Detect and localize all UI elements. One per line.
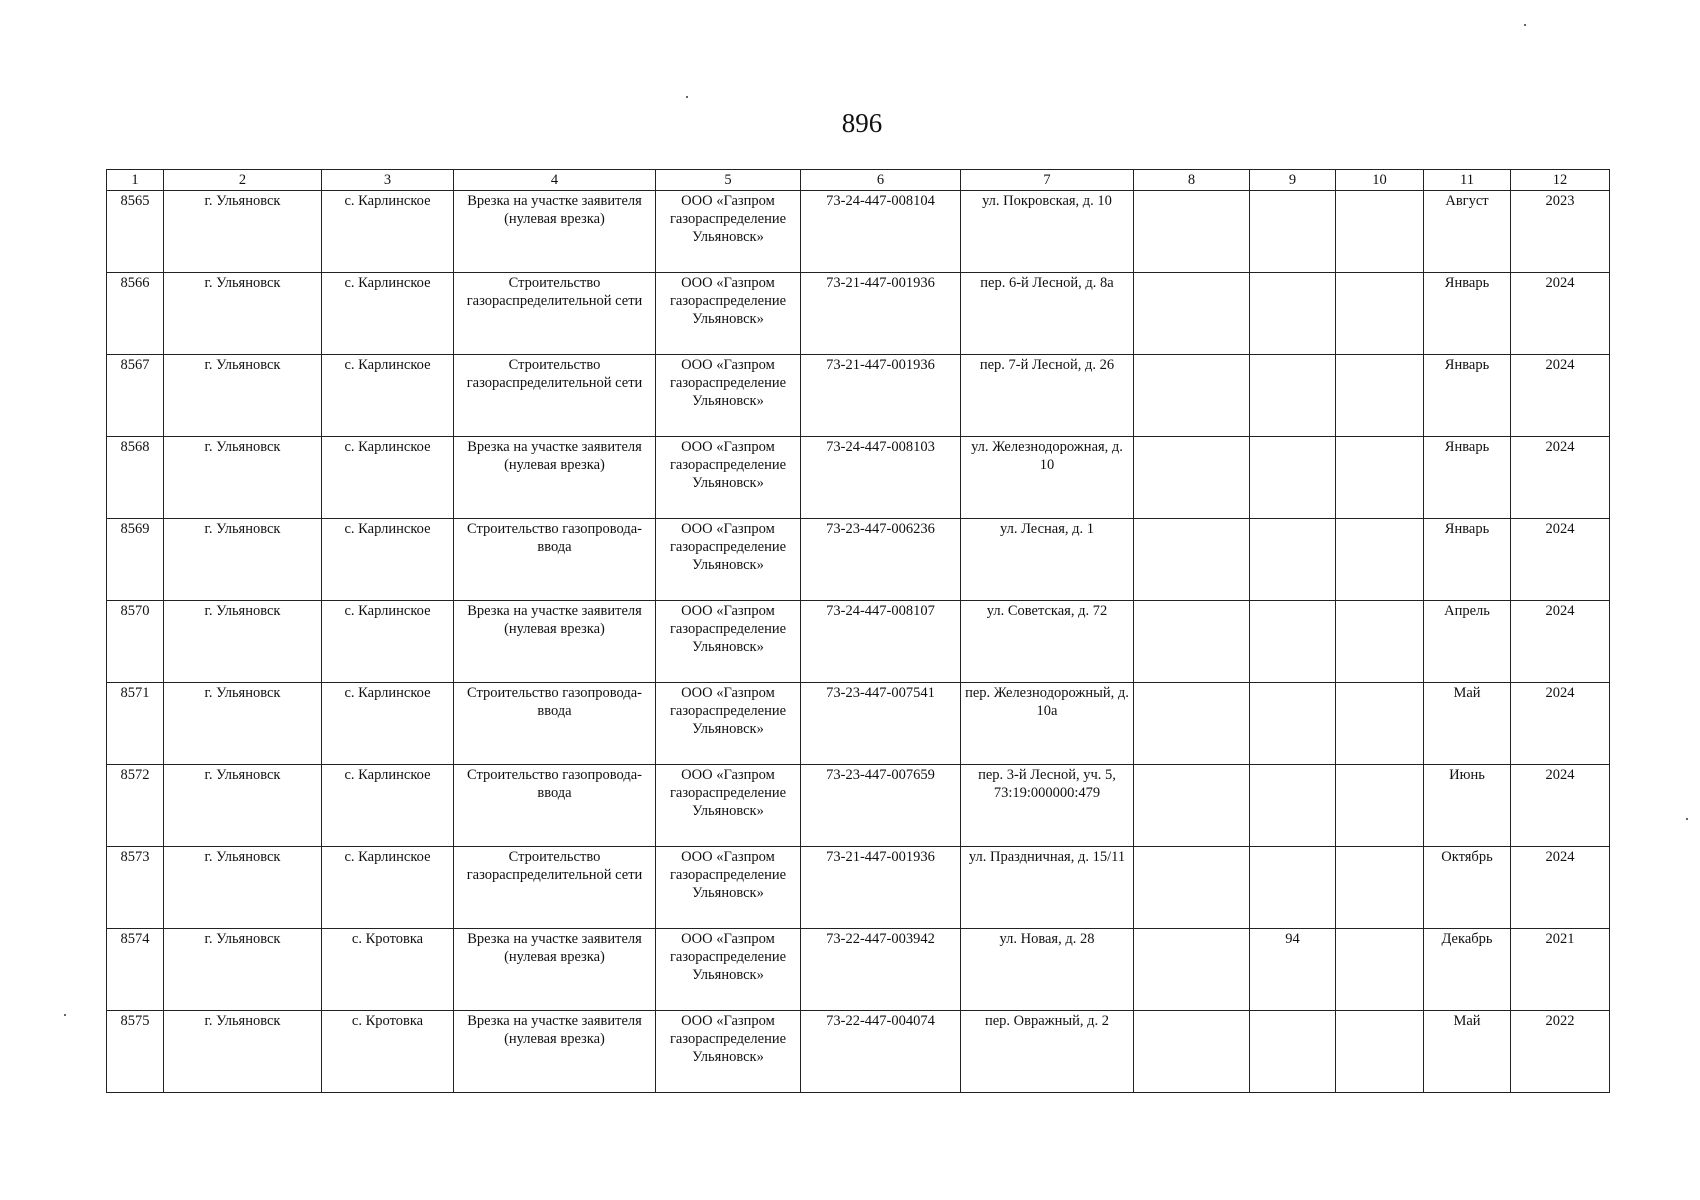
year-cell: 2024 (1511, 519, 1610, 601)
organization-cell: ООО «Газпром газораспределение Ульяновск» (656, 601, 801, 683)
year-cell: 2024 (1511, 273, 1610, 355)
year-cell: 2024 (1511, 683, 1610, 765)
work-type-cell: Врезка на участке заявителя (нулевая врезка) (454, 601, 656, 683)
settlement-cell: с. Карлинское (322, 519, 454, 601)
month-cell: Август (1424, 191, 1511, 273)
column-8-cell (1134, 683, 1250, 765)
column-8-cell (1134, 273, 1250, 355)
record-number: 8567 (107, 355, 164, 437)
work-type-cell: Врезка на участке заявителя (нулевая врезка) (454, 437, 656, 519)
column-9-cell (1250, 273, 1336, 355)
column-8-cell (1134, 929, 1250, 1011)
column-8-cell (1134, 519, 1250, 601)
column-number-row (107, 170, 1610, 191)
year-cell: 2024 (1511, 355, 1610, 437)
column-8-cell (1134, 765, 1250, 847)
city-cell: г. Ульяновск (164, 273, 322, 355)
table-body (107, 191, 1610, 1093)
column-number: 12 (1511, 170, 1610, 191)
column-number: 3 (322, 170, 454, 191)
object-code-cell: 73-22-447-003942 (801, 929, 961, 1011)
column-8-cell (1134, 355, 1250, 437)
year-cell: 2023 (1511, 191, 1610, 273)
city-cell: г. Ульяновск (164, 683, 322, 765)
city-cell: г. Ульяновск (164, 437, 322, 519)
column-9-cell (1250, 355, 1336, 437)
record-number: 8573 (107, 847, 164, 929)
column-9-cell (1250, 1011, 1336, 1093)
month-cell: Январь (1424, 519, 1511, 601)
table-row (107, 683, 1610, 765)
settlement-cell: с. Карлинское (322, 273, 454, 355)
organization-cell: ООО «Газпром газораспределение Ульяновск» (656, 847, 801, 929)
month-cell: Октябрь (1424, 847, 1511, 929)
address-cell: ул. Покровская, д. 10 (961, 191, 1134, 273)
column-8-cell (1134, 437, 1250, 519)
record-number: 8568 (107, 437, 164, 519)
column-8-cell (1134, 191, 1250, 273)
month-cell: Апрель (1424, 601, 1511, 683)
work-type-cell: Строительство газораспределительной сети (454, 273, 656, 355)
table-row (107, 765, 1610, 847)
object-code-cell: 73-22-447-004074 (801, 1011, 961, 1093)
record-number: 8565 (107, 191, 164, 273)
organization-cell: ООО «Газпром газораспределение Ульяновск» (656, 1011, 801, 1093)
month-cell: Январь (1424, 273, 1511, 355)
object-code-cell: 73-21-447-001936 (801, 355, 961, 437)
address-cell: ул. Новая, д. 28 (961, 929, 1134, 1011)
table-row (107, 437, 1610, 519)
address-cell: пер. Овражный, д. 2 (961, 1011, 1134, 1093)
address-cell: ул. Лесная, д. 1 (961, 519, 1134, 601)
address-cell: ул. Праздничная, д. 15/11 (961, 847, 1134, 929)
column-10-cell (1336, 519, 1424, 601)
column-number: 1 (107, 170, 164, 191)
settlement-cell: с. Карлинское (322, 683, 454, 765)
object-code-cell: 73-24-447-008104 (801, 191, 961, 273)
month-cell: Май (1424, 1011, 1511, 1093)
organization-cell: ООО «Газпром газораспределение Ульяновск» (656, 683, 801, 765)
column-8-cell (1134, 601, 1250, 683)
table-row (107, 273, 1610, 355)
record-number: 8575 (107, 1011, 164, 1093)
record-number: 8574 (107, 929, 164, 1011)
table-row (107, 355, 1610, 437)
object-code-cell: 73-24-447-008103 (801, 437, 961, 519)
record-number: 8570 (107, 601, 164, 683)
column-10-cell (1336, 1011, 1424, 1093)
column-9-cell (1250, 683, 1336, 765)
table-row (107, 847, 1610, 929)
scan-speck (686, 96, 688, 98)
settlement-cell: с. Карлинское (322, 601, 454, 683)
column-10-cell (1336, 601, 1424, 683)
column-10-cell (1336, 355, 1424, 437)
work-type-cell: Строительство газораспределительной сети (454, 355, 656, 437)
column-8-cell (1134, 1011, 1250, 1093)
column-9-cell (1250, 847, 1336, 929)
column-9-cell: 94 (1250, 929, 1336, 1011)
object-code-cell: 73-21-447-001936 (801, 847, 961, 929)
object-code-cell: 73-23-447-007659 (801, 765, 961, 847)
column-10-cell (1336, 929, 1424, 1011)
address-cell: пер. 3-й Лесной, уч. 5, 73:19:000000:479 (961, 765, 1134, 847)
organization-cell: ООО «Газпром газораспределение Ульяновск» (656, 929, 801, 1011)
organization-cell: ООО «Газпром газораспределение Ульяновск» (656, 519, 801, 601)
scan-speck (64, 1014, 66, 1016)
work-type-cell: Строительство газопровода-ввода (454, 765, 656, 847)
column-number: 6 (801, 170, 961, 191)
address-cell: ул. Советская, д. 72 (961, 601, 1134, 683)
month-cell: Январь (1424, 437, 1511, 519)
settlement-cell: с. Карлинское (322, 355, 454, 437)
column-9-cell (1250, 437, 1336, 519)
organization-cell: ООО «Газпром газораспределение Ульяновск» (656, 273, 801, 355)
work-type-cell: Строительство газопровода-ввода (454, 519, 656, 601)
column-number: 9 (1250, 170, 1336, 191)
work-type-cell: Врезка на участке заявителя (нулевая врезка) (454, 191, 656, 273)
settlement-cell: с. Карлинское (322, 847, 454, 929)
column-number: 8 (1134, 170, 1250, 191)
column-number: 7 (961, 170, 1134, 191)
table-row (107, 1011, 1610, 1093)
register-table (106, 169, 1610, 1093)
work-type-cell: Врезка на участке заявителя (нулевая врезка) (454, 1011, 656, 1093)
year-cell: 2024 (1511, 437, 1610, 519)
object-code-cell: 73-23-447-006236 (801, 519, 961, 601)
column-9-cell (1250, 601, 1336, 683)
work-type-cell: Врезка на участке заявителя (нулевая врезка) (454, 929, 656, 1011)
month-cell: Июнь (1424, 765, 1511, 847)
settlement-cell: с. Карлинское (322, 437, 454, 519)
table-row (107, 601, 1610, 683)
organization-cell: ООО «Газпром газораспределение Ульяновск» (656, 437, 801, 519)
column-10-cell (1336, 683, 1424, 765)
column-9-cell (1250, 765, 1336, 847)
record-number: 8569 (107, 519, 164, 601)
column-8-cell (1134, 847, 1250, 929)
column-number: 4 (454, 170, 656, 191)
table-row (107, 519, 1610, 601)
organization-cell: ООО «Газпром газораспределение Ульяновск» (656, 765, 801, 847)
city-cell: г. Ульяновск (164, 847, 322, 929)
settlement-cell: с. Кротовка (322, 1011, 454, 1093)
city-cell: г. Ульяновск (164, 519, 322, 601)
object-code-cell: 73-21-447-001936 (801, 273, 961, 355)
column-number: 11 (1424, 170, 1511, 191)
address-cell: пер. Железнодорожный, д. 10а (961, 683, 1134, 765)
city-cell: г. Ульяновск (164, 765, 322, 847)
address-cell: ул. Железнодорожная, д. 10 (961, 437, 1134, 519)
work-type-cell: Строительство газораспределительной сети (454, 847, 656, 929)
column-10-cell (1336, 273, 1424, 355)
page-number: 896 (841, 108, 883, 138)
city-cell: г. Ульяновск (164, 1011, 322, 1093)
scan-speck (1686, 818, 1688, 820)
city-cell: г. Ульяновск (164, 355, 322, 437)
object-code-cell: 73-24-447-008107 (801, 601, 961, 683)
column-10-cell (1336, 437, 1424, 519)
year-cell: 2024 (1511, 847, 1610, 929)
city-cell: г. Ульяновск (164, 929, 322, 1011)
month-cell: Декабрь (1424, 929, 1511, 1011)
record-number: 8572 (107, 765, 164, 847)
year-cell: 2022 (1511, 1011, 1610, 1093)
record-number: 8566 (107, 273, 164, 355)
column-9-cell (1250, 519, 1336, 601)
column-10-cell (1336, 191, 1424, 273)
column-number: 10 (1336, 170, 1424, 191)
column-number: 2 (164, 170, 322, 191)
settlement-cell: с. Карлинское (322, 191, 454, 273)
column-number: 5 (656, 170, 801, 191)
address-cell: пер. 7-й Лесной, д. 26 (961, 355, 1134, 437)
address-cell: пер. 6-й Лесной, д. 8а (961, 273, 1134, 355)
scan-speck (1524, 24, 1526, 26)
column-9-cell (1250, 191, 1336, 273)
city-cell: г. Ульяновск (164, 191, 322, 273)
year-cell: 2024 (1511, 765, 1610, 847)
table-row (107, 929, 1610, 1011)
record-number: 8571 (107, 683, 164, 765)
object-code-cell: 73-23-447-007541 (801, 683, 961, 765)
settlement-cell: с. Карлинское (322, 765, 454, 847)
year-cell: 2021 (1511, 929, 1610, 1011)
month-cell: Май (1424, 683, 1511, 765)
organization-cell: ООО «Газпром газораспределение Ульяновск» (656, 191, 801, 273)
month-cell: Январь (1424, 355, 1511, 437)
city-cell: г. Ульяновск (164, 601, 322, 683)
column-10-cell (1336, 765, 1424, 847)
settlement-cell: с. Кротовка (322, 929, 454, 1011)
table-row (107, 191, 1610, 273)
work-type-cell: Строительство газопровода-ввода (454, 683, 656, 765)
year-cell: 2024 (1511, 601, 1610, 683)
column-10-cell (1336, 847, 1424, 929)
organization-cell: ООО «Газпром газораспределение Ульяновск» (656, 355, 801, 437)
